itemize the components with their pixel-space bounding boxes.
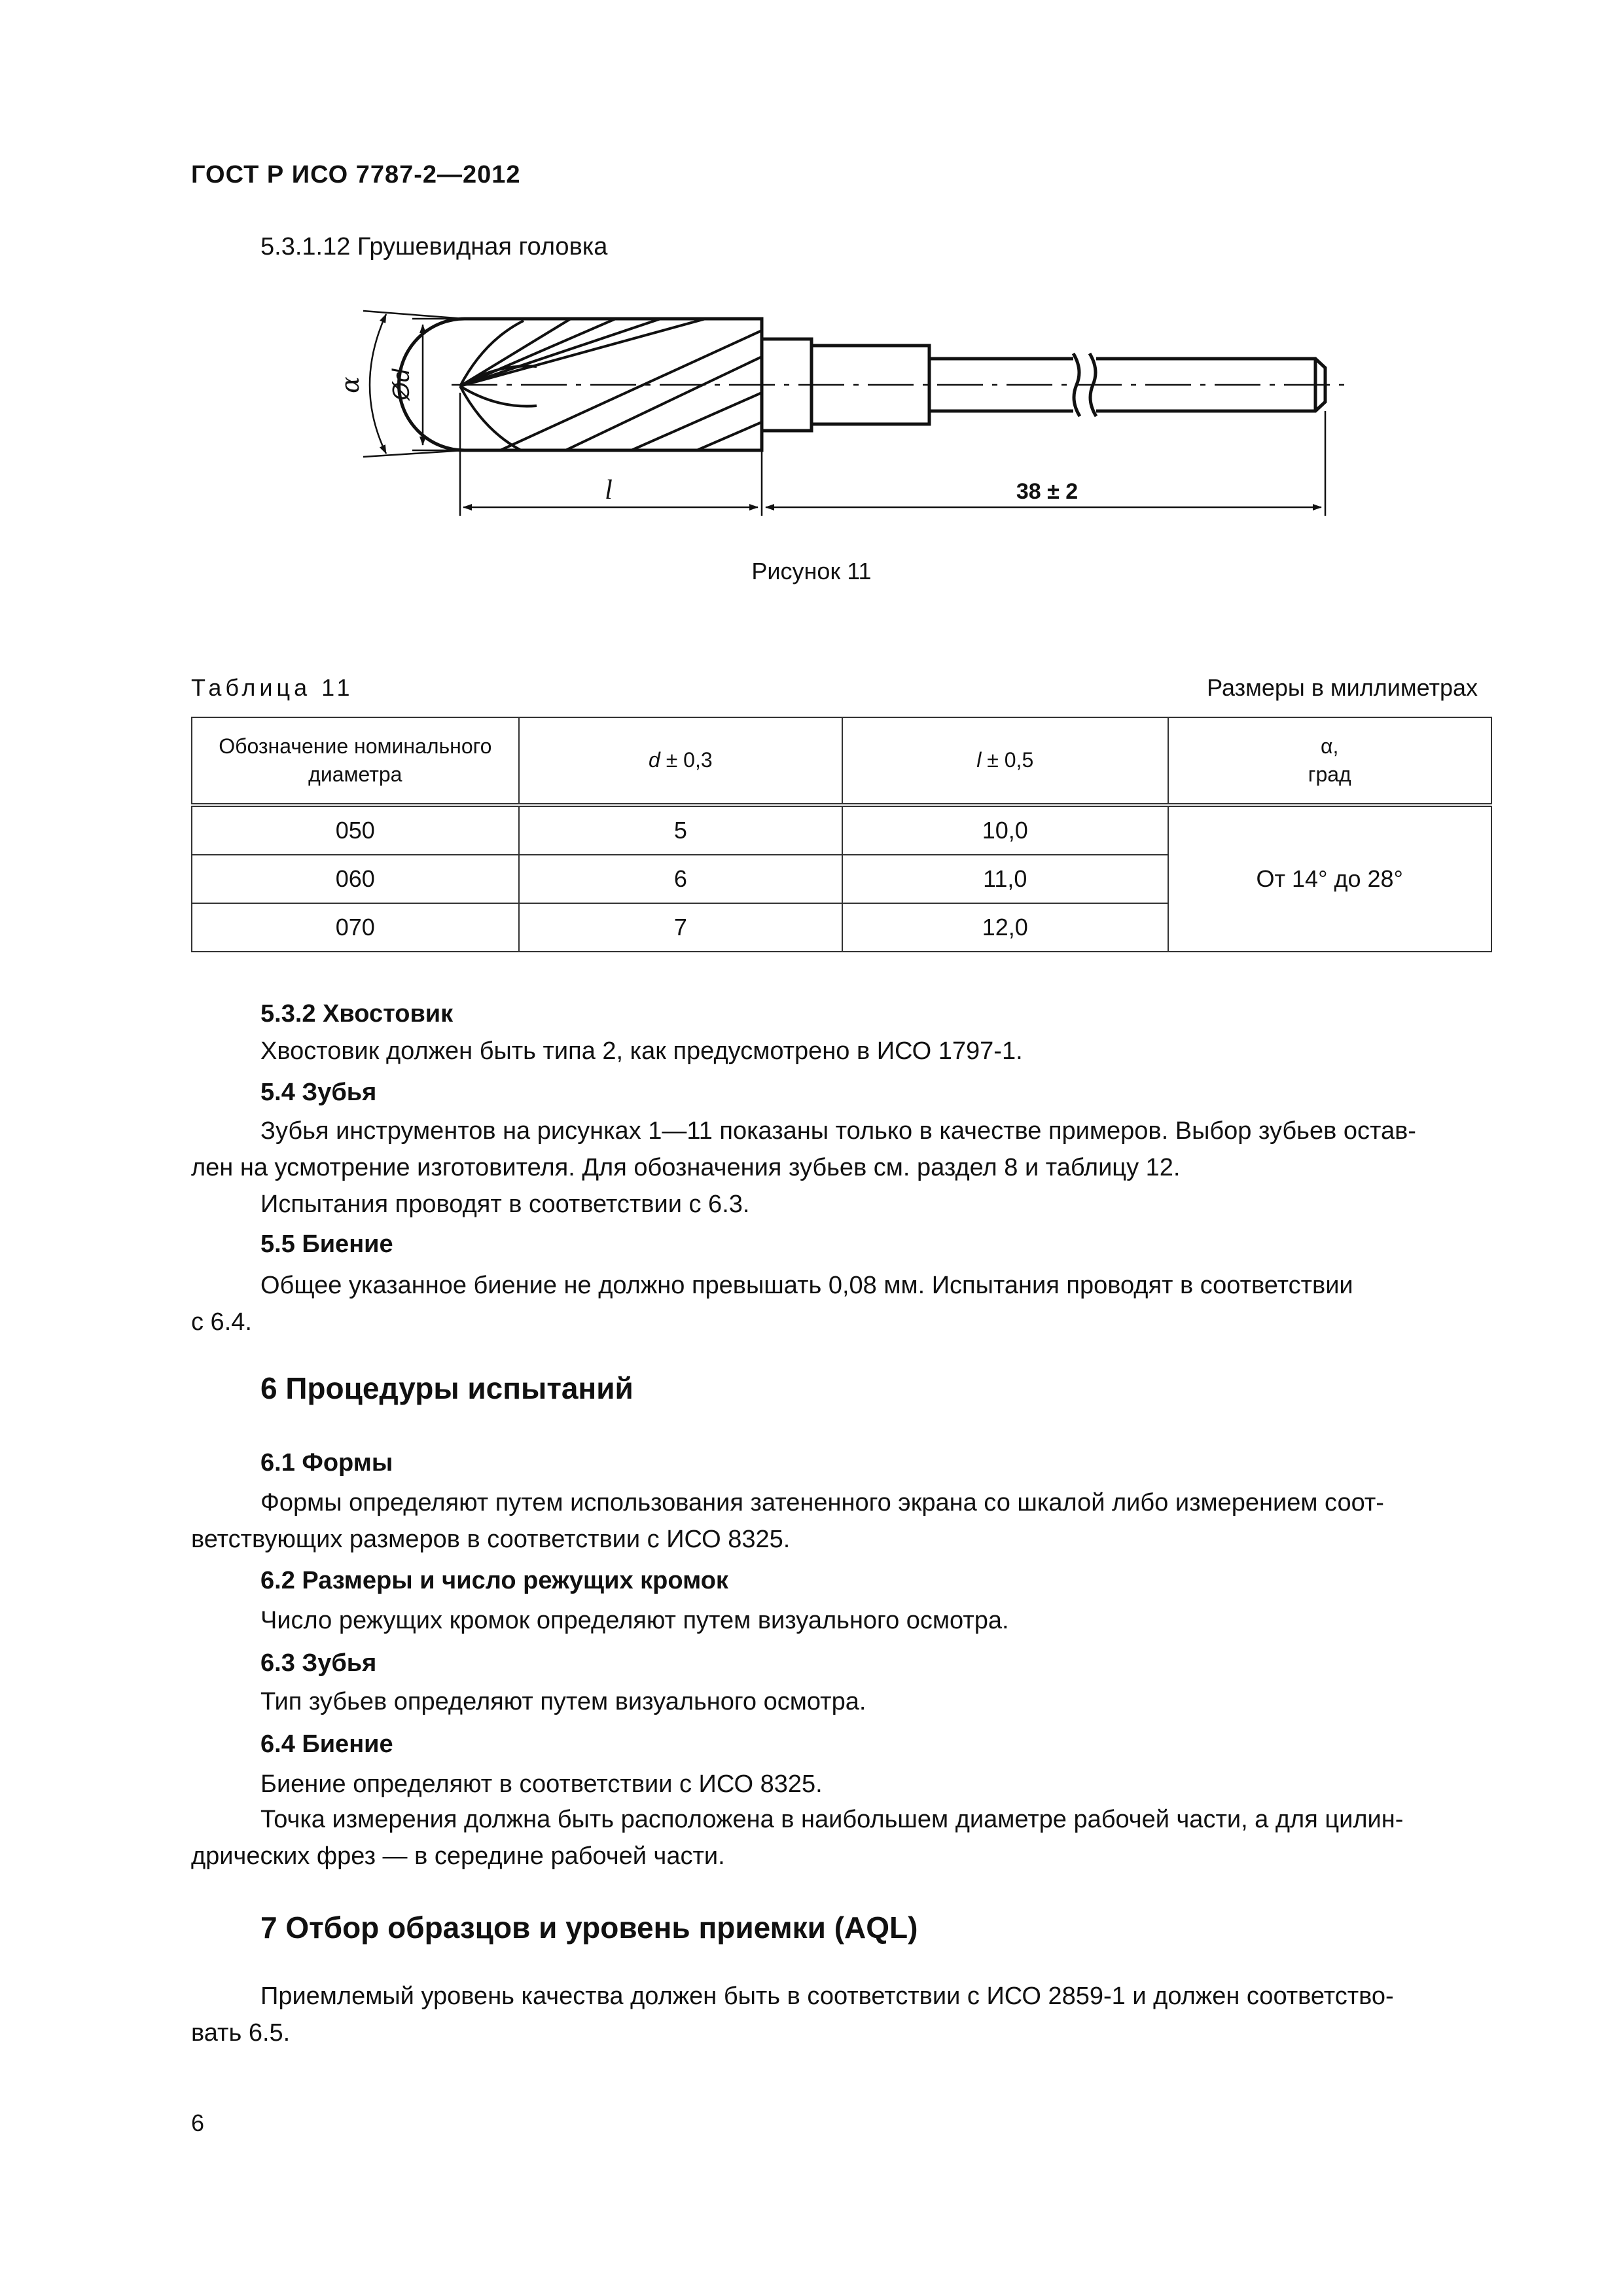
section-heading-6-1: 6.1 Формы	[260, 1449, 393, 1477]
dimension-lines	[363, 311, 1325, 516]
paragraph: Точка измерения должна быть расположена в наибольшем диаметре рабочей части, а для цилин-	[260, 1806, 1404, 1833]
paragraph: Общее указанное биение не должно превышать 0,08 мм. Испытания проводят в соответствии	[260, 1272, 1353, 1299]
figure-11-drawing	[327, 298, 1348, 533]
table-row: 050 5 10,0 От 14° до 28°	[192, 805, 1491, 855]
paragraph: с 6.4.	[191, 1308, 252, 1336]
subsection-title: 5.3.1.12 Грушевидная головка	[260, 233, 608, 260]
paragraph: Тип зубьев определяют путем визуального осмотра.	[260, 1688, 866, 1715]
col-header-l: l ± 0,5	[842, 717, 1168, 805]
section-heading-7: 7 Отбор образцов и уровень приемки (AQL)	[260, 1910, 918, 1945]
page-number: 6	[191, 2109, 205, 2136]
col-header-designation: Обозначение номинального диаметра	[192, 717, 519, 805]
dimensions-table	[191, 717, 1492, 952]
table-units: Размеры в миллиметрах	[1207, 674, 1478, 701]
paragraph: Хвостовик должен быть типа 2, как предусмотрено в ИСО 1797-1.	[260, 1037, 1023, 1065]
section-heading-6: 6 Процедуры испытаний	[260, 1371, 633, 1405]
col-header-d: d ± 0,3	[519, 717, 842, 805]
paragraph: вать 6.5.	[191, 2019, 291, 2047]
figure-caption: Рисунок 11	[751, 558, 872, 584]
section-heading-5-5: 5.5 Биение	[260, 1230, 393, 1258]
paragraph: ветствующих размеров в соответствии с ИСО 8325.	[191, 1526, 791, 1553]
alpha-label: α	[336, 376, 365, 393]
col-header-alpha: α, град	[1168, 717, 1492, 805]
paragraph: Испытания проводят в соответствии с 6.3.	[260, 1191, 750, 1218]
paragraph: дрических фрез — в середине рабочей части.	[191, 1842, 725, 1870]
table-row: 060 6 11,0	[192, 855, 1491, 903]
section-heading-6-4: 6.4 Биение	[260, 1731, 393, 1758]
table-label: Таблица 11	[191, 674, 354, 701]
document-header: ГОСТ Р ИСО 7787-2—2012	[191, 161, 521, 188]
diameter-label: Ød	[387, 368, 414, 401]
alpha-value: От 14° до 28°	[1168, 805, 1492, 952]
section-heading-5-3-2: 5.3.2 Хвостовик	[260, 1000, 454, 1028]
shank-length-label: 38 ± 2	[1016, 479, 1079, 504]
paragraph: Число режущих кромок определяют путем визуального осмотра.	[260, 1607, 1009, 1634]
section-heading-5-4: 5.4 Зубья	[260, 1079, 377, 1106]
table-row: 070 7 12,0	[192, 903, 1491, 952]
flute-lines	[460, 308, 762, 452]
section-heading-6-3: 6.3 Зубья	[260, 1649, 377, 1677]
paragraph: Приемлемый уровень качества должен быть в соответствии с ИСО 2859-1 и должен соответство-	[260, 1982, 1394, 2010]
section-heading-6-2: 6.2 Размеры и число режущих кромок	[260, 1567, 728, 1594]
paragraph: лен на усмотрение изготовителя. Для обозначения зубьев см. раздел 8 и таблицу 12.	[191, 1154, 1181, 1181]
length-label: l	[605, 475, 613, 505]
paragraph: Формы определяют путем использования затененного экрана со шкалой либо измерением соот-	[260, 1489, 1384, 1516]
paragraph: Зубья инструментов на рисунках 1—11 показаны только в качестве примеров. Выбор зубьев остав-	[260, 1117, 1416, 1145]
paragraph: Биение определяют в соответствии с ИСО 8325.	[260, 1770, 823, 1798]
